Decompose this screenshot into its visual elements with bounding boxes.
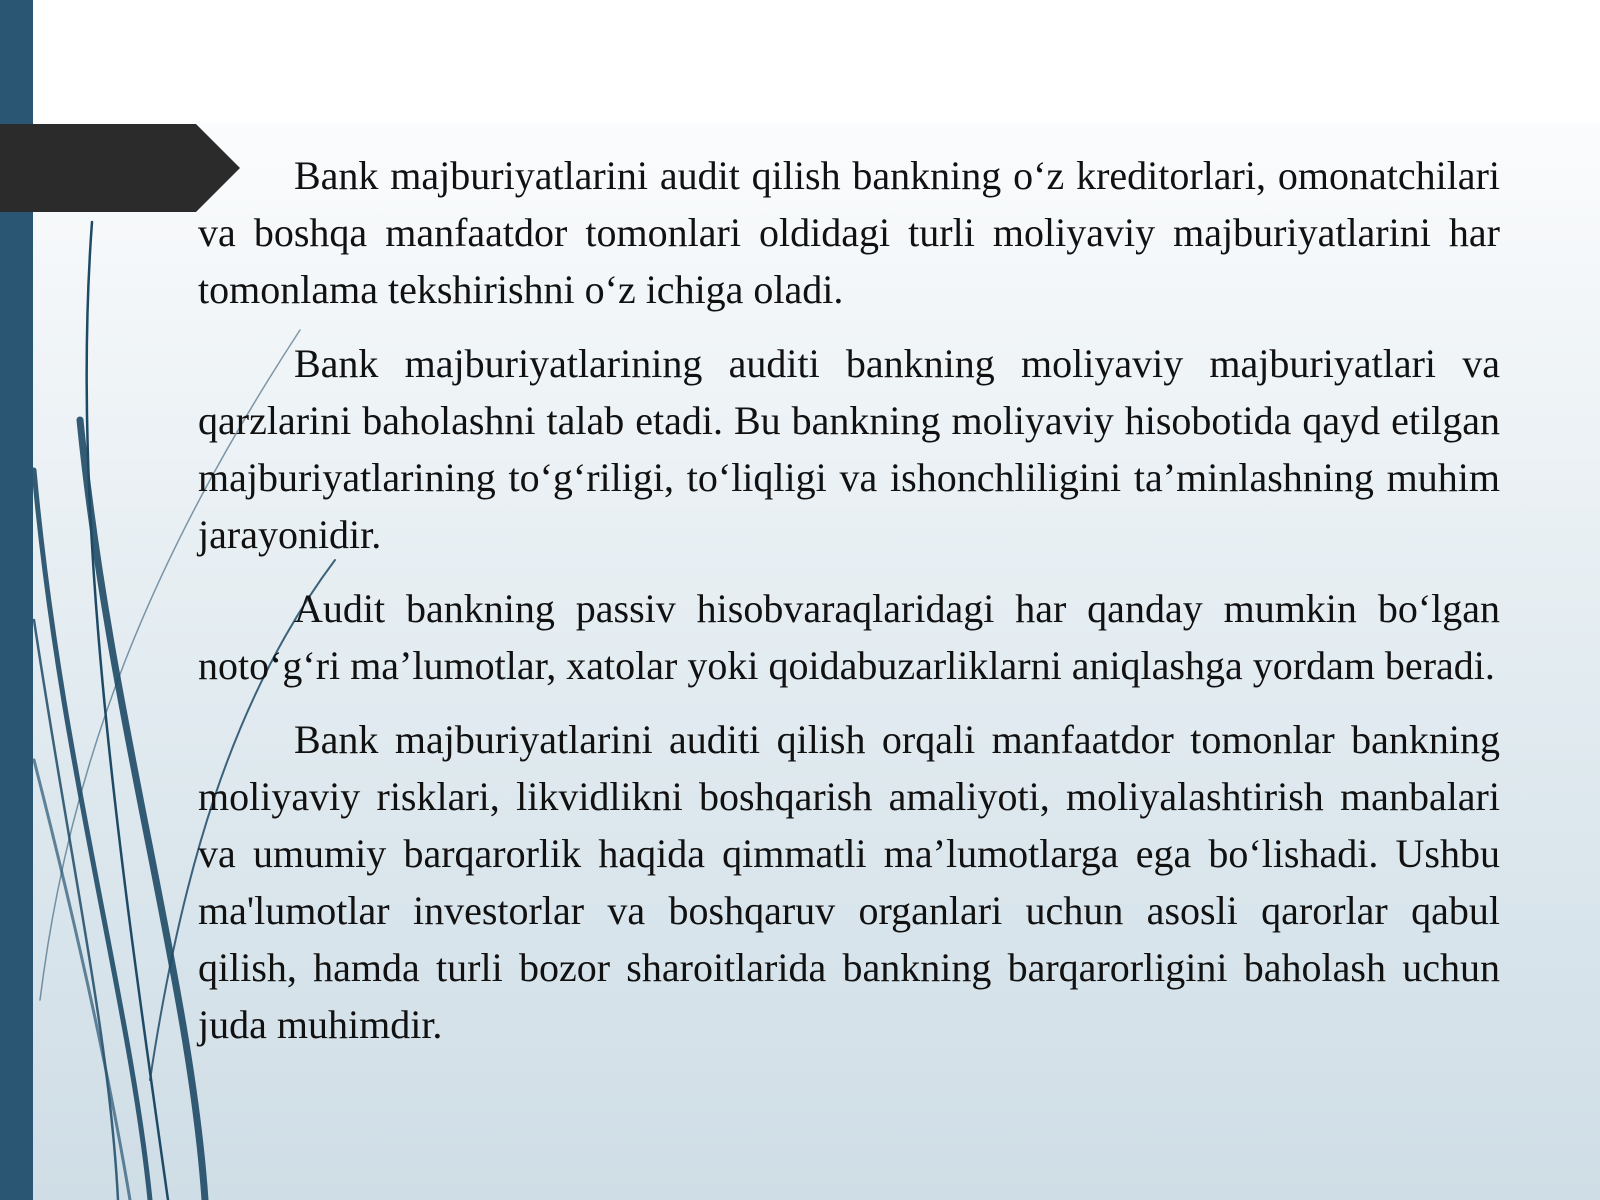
paragraph-1: Bank majburiyatlarini audit qilish bankning o‘z kreditorlari, omonatchilari va boshqa manfaatdor tomonlari oldidagi turli moliyaviy majburiyatlarini har tomonlama tekshirishni o‘z ichiga oladi.	[198, 153, 1500, 312]
paragraph-3: Audit bankning passiv hisobvaraqlaridagi har qanday mumkin bo‘lgan noto‘g‘ri ma’lumotlar, xatolar yoki qoidabuzarliklarni aniqlashga yordam beradi.	[198, 586, 1500, 688]
paragraph-2: Bank majburiyatlarining auditi bankning moliyaviy majburiyatlari va qarzlarini baholashni talab etadi. Bu bankning moliyaviy hisobotida qayd etilgan majburiyatlarining to‘g‘riligi, to‘liqligi va ishonchliligini ta’minlashning muhim jarayonidir.	[198, 341, 1500, 557]
slide-header-band	[0, 0, 1600, 122]
paragraph-4: Bank majburiyatlarini auditi qilish orqali manfaatdor tomonlar bankning moliyaviy risklari, likvidlikni boshqarish amaliyoti, moliyalashtirish manbalari va umumiy barqarorlik haqida qimmatli ma’lumotlarga ega bo‘lishadi. Ushbu ma'lumotlar investorlar va boshqaruv organlari uchun asosli qarorlar qabul qilish, hamda turli bozor sharoitlarida bankning barqarorligini baholash uchun juda muhimdir.	[198, 717, 1500, 1047]
slide-body-text	[198, 147, 1500, 1070]
